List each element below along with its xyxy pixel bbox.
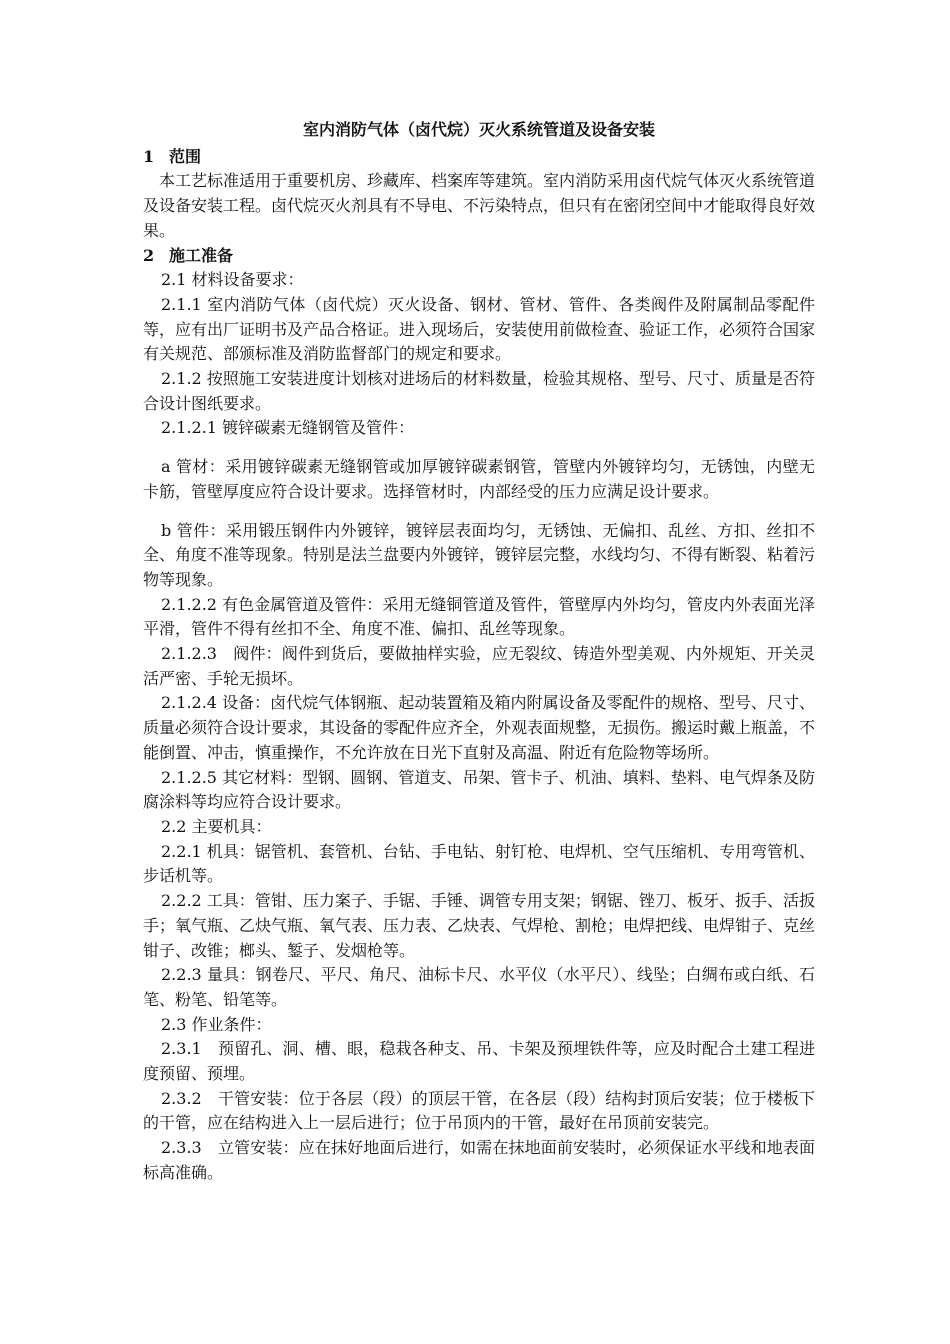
paragraph: 2.1.1 室内消防气体（卤代烷）灭火设备、钢材、管材、管件、各类阀件及附属制品零配件等，应有出厂证明书及产品合格证。进入现场后，安装使用前做检查、验证工作，必须符合国家有关规范、部颁标准及消防监督部门的规定和要求。 <box>143 294 816 364</box>
paragraph: 2.2.1 机具：锯管机、套管机、台钻、手电钻、射钉枪、电焊机、空气压缩机、专用弯管机、步话机等。 <box>143 841 815 886</box>
paragraph-item-a: a 管材：采用镀锌碳素无缝钢管或加厚镀锌碳素钢管，管壁内外镀锌均匀，无锈蚀，内壁无卡筋，管壁厚度应符合设计要求。选择管材时，内部经受的压力应满足设计要求。 <box>143 457 815 501</box>
paragraph: 2.1.2 按照施工安装进度计划核对进场后的材料数量，检验其规格、型号、尺寸、质量是否符合设计图纸要求。 <box>143 369 815 413</box>
paragraph: 2.2.2 工具：管钳、压力案子、手锯、手锤、调管专用支架；钢锯、锉刀、板牙、扳手、活扳手；氧气瓶、乙炔气瓶、氧气表、压力表、乙炔表、气焊枪、割枪；电焊把线、电焊钳子、克丝钳子、改锥；榔头、錾子、发烟枪等。 <box>143 891 816 960</box>
paragraph: 2.1.2.2 有色金属管道及管件：采用无缝铜管道及管件，管壁厚内外均匀，管皮内外表面光泽平滑，管件不得有丝扣不全、角度不准、偏扣、乱丝等现象。 <box>143 594 815 639</box>
section-title: 范围 <box>169 146 202 166</box>
paragraph: 2.1 材料设备要求： <box>161 270 304 290</box>
paragraph: 2.3 作业条件： <box>161 1014 272 1034</box>
section-number: 1 <box>143 146 155 166</box>
paragraph: 2.1.2.5 其它材料：型钢、圆钢、管道支、吊架、管卡子、机油、填料、垫料、电气焊条及防腐涂料等均应符合设计要求。 <box>143 767 815 812</box>
paragraph: 2.3.2 干管安装：位于各层（段）的顶层干管，在各层（段）结构封顶后安装；位于楼板下的干管，应在结构进入上一层后进行；位于吊顶内的干管，最好在吊顶前安装完。 <box>143 1088 815 1133</box>
paragraph: 2.2.3 量具：钢卷尺、平尺、角尺、油标卡尺、水平仪（水平尺）、线坠；白绸布或白纸、石笔、粉笔、铅笔等。 <box>143 965 815 1009</box>
paragraph-item-b: b 管件：采用锻压钢件内外镀锌，镀锌层表面均匀，无锈蚀、无偏扣、乱丝、方扣、丝扣不全、角度不准等现象。特别是法兰盘要内外镀锌，镀锌层完整，水线均匀、不得有断裂、粘着污物等现象。 <box>143 520 816 589</box>
paragraph-scope: 本工艺标准适用于重要机房、珍藏库、档案库等建筑。室内消防采用卤代烷气体灭火系统管道及设备安装工程。卤代烷灭火剂具有不导电、不污染特点，但只有在密闭空间中才能取得良好效果。 <box>143 171 816 240</box>
paragraph: 2.2 主要机具： <box>161 816 272 836</box>
document-page <box>143 118 815 1186</box>
paragraph: 2.1.2.1 镀锌碳素无缝钢管及管件： <box>161 418 415 438</box>
section-number: 2 <box>143 245 155 265</box>
document-title: 室内消防气体（卤代烷）灭火系统管道及设备安装 <box>302 120 655 139</box>
section-heading-1 <box>143 145 815 170</box>
paragraph: 2.3.3 立管安装：应在抹好地面后进行，如需在抹地面前安装时，必须保证水平线和地表面标高准确。 <box>143 1138 815 1182</box>
paragraph: 2.1.2.3 阀件：阀件到货后，要做抽样实验，应无裂纹、铸造外型美观、内外规矩、开关灵活严密、手轮无损坏。 <box>143 644 815 688</box>
paragraph: 2.1.2.4 设备：卤代烷气体钢瓶、起动装置箱及箱内附属设备及零配件的规格、型号、尺寸、质量必须符合设计要求，其设备的零配件应齐全，外观表面规整，无损伤。搬运时戴上瓶盖，不能倒置、冲击，慎重操作，不允许放在日光下直射及高温、附近有危险物等场所。 <box>143 693 816 762</box>
paragraph: 2.3.1 预留孔、洞、槽、眼，稳栽各种支、吊、卡架及预埋铁件等，应及时配合土建工程进度预留、预埋。 <box>143 1039 815 1084</box>
section-heading-2 <box>143 244 815 269</box>
section-title: 施工准备 <box>169 245 234 265</box>
